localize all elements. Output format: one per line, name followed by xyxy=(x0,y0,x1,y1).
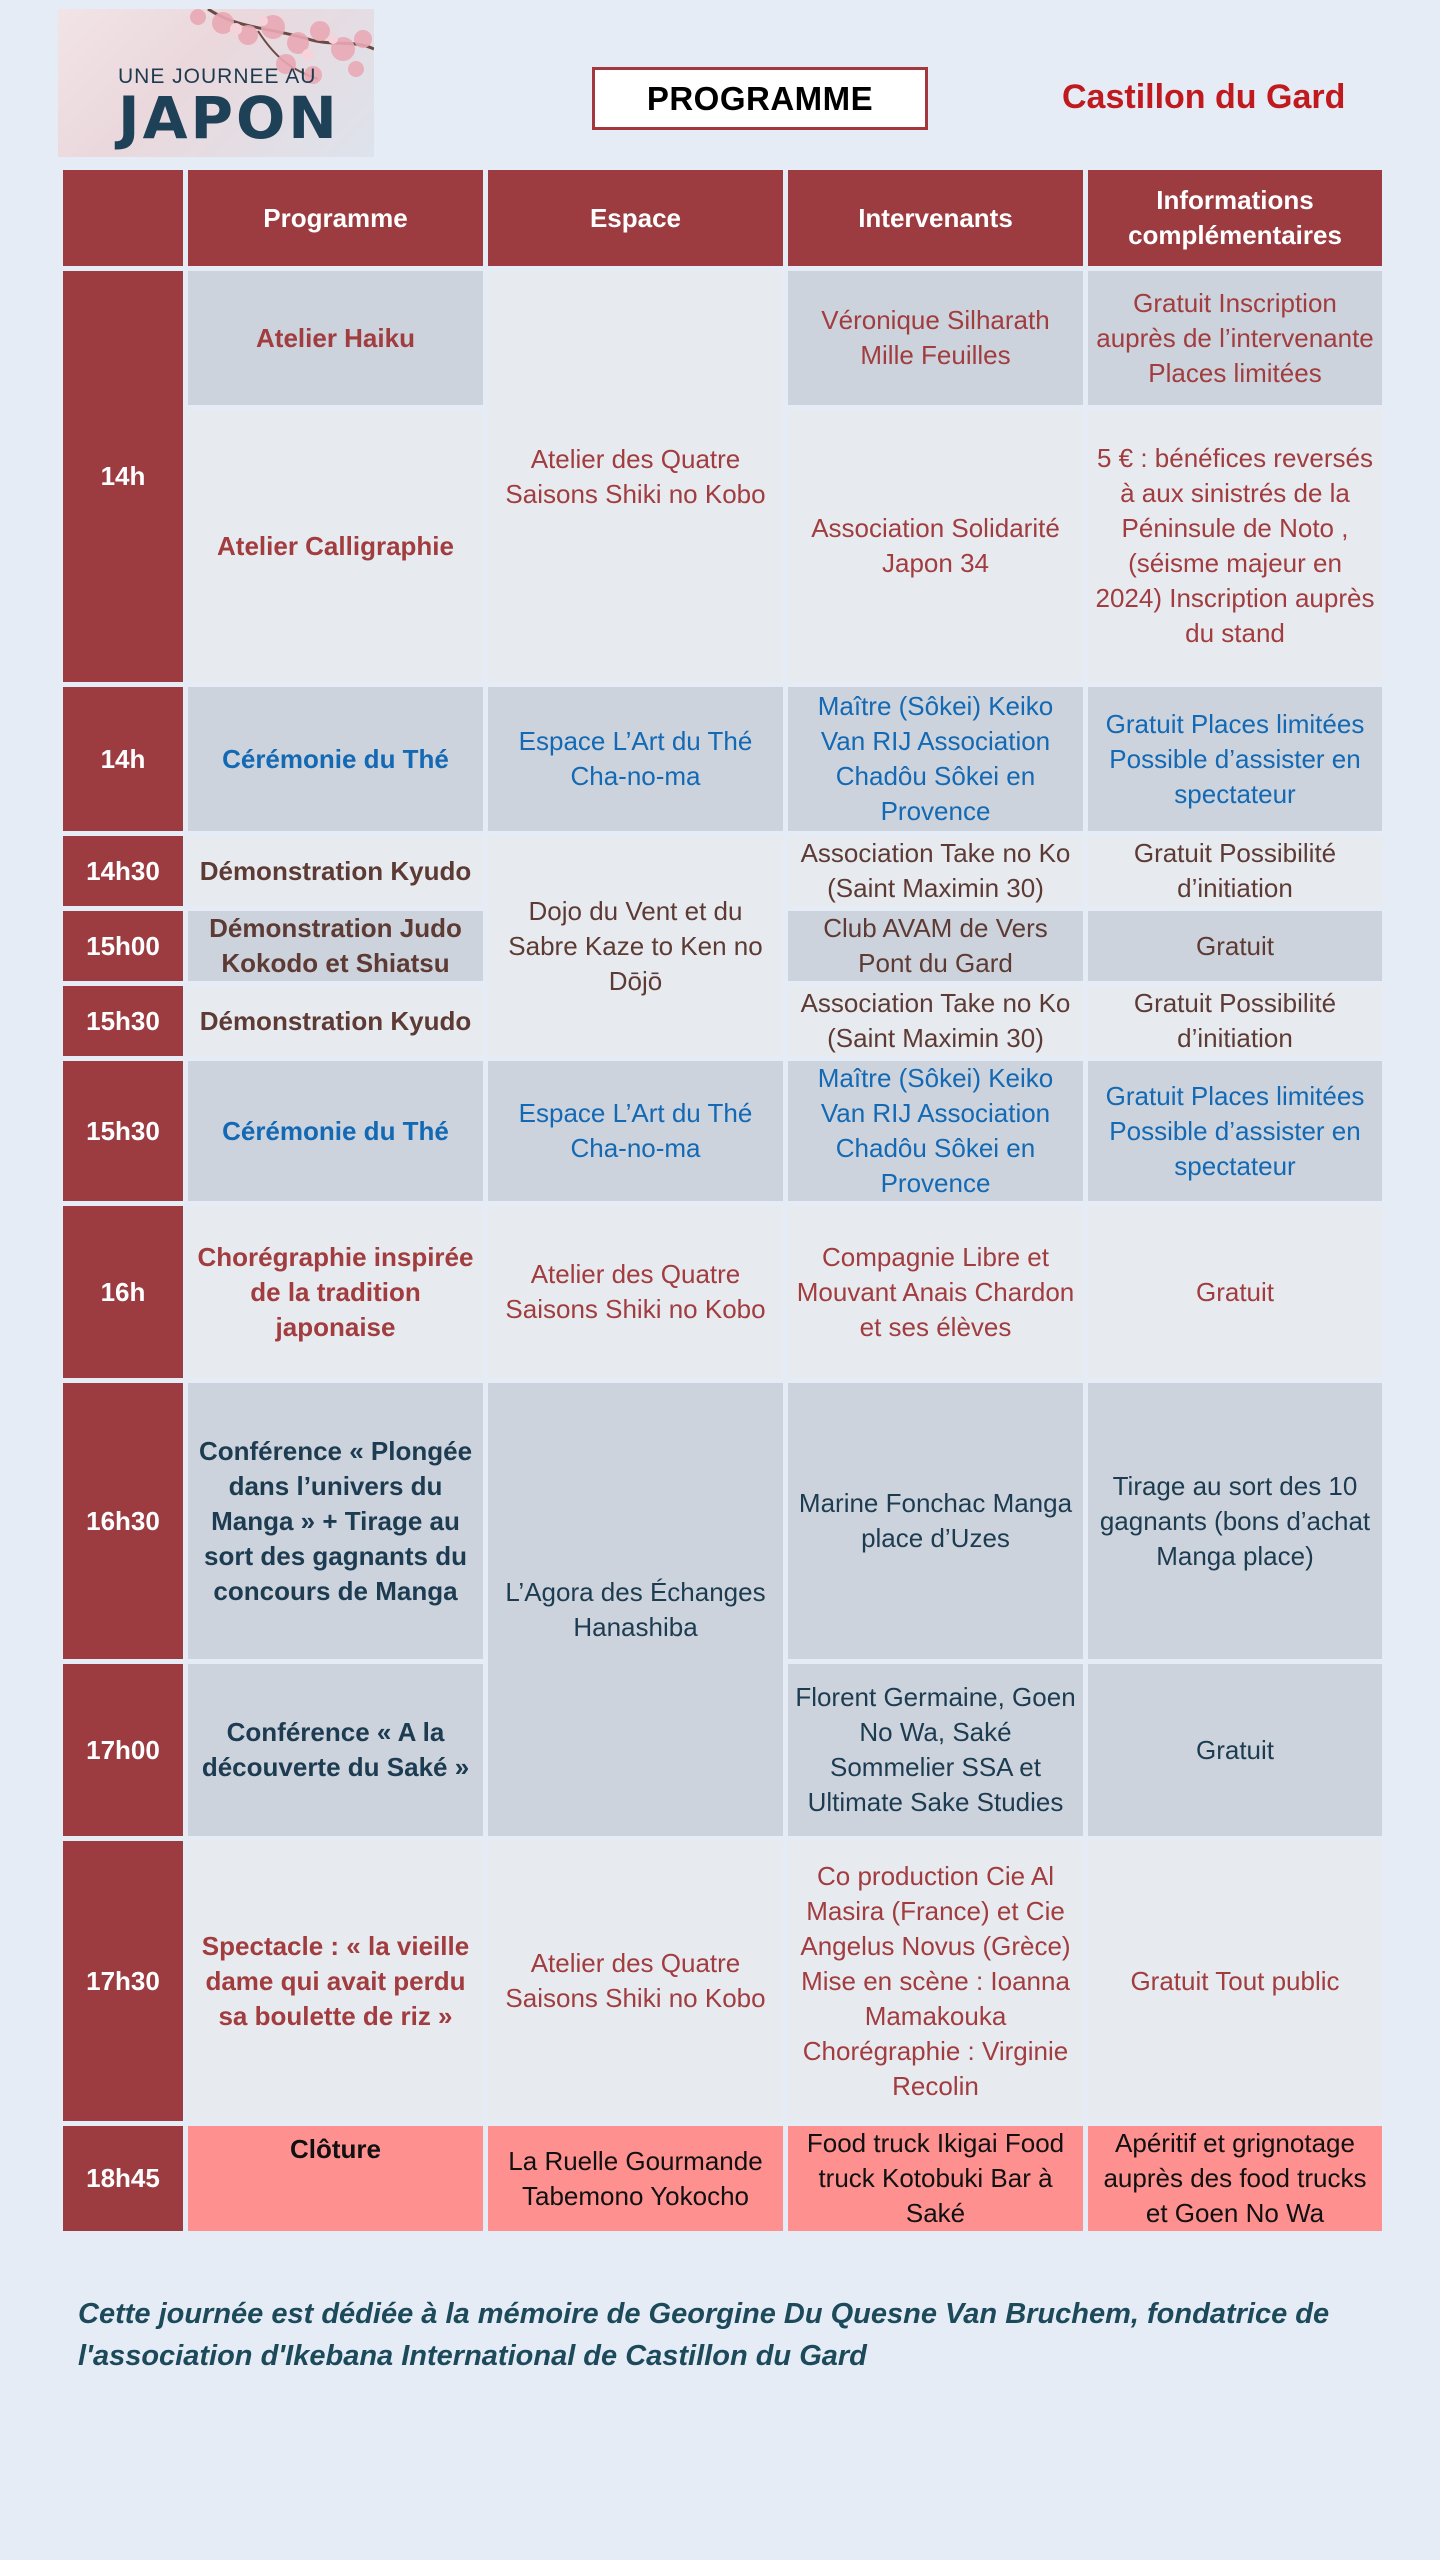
espace-cell: La Ruelle Gourmande Tabemono Yokocho xyxy=(488,2126,783,2231)
intervenants-cell: Food truck Ikigai Food truck Kotobuki Bar à Saké xyxy=(788,2126,1083,2231)
programme-table xyxy=(58,165,1387,2236)
table-header-row xyxy=(63,170,1382,266)
programme-title: PROGRAMME xyxy=(592,67,928,130)
header-espace: Espace xyxy=(488,170,783,266)
intervenants-cell: Florent Germaine, Goen No Wa, Saké Sommelier SSA et Ultimate Sake Studies xyxy=(788,1664,1083,1836)
info-cell: Apéritif et grignotage auprès des food trucks et Goen No Wa xyxy=(1088,2126,1382,2231)
espace-cell: Atelier des Quatre Saisons Shiki no Kobo xyxy=(488,1206,783,1378)
intervenants-cell: Association Solidarité Japon 34 xyxy=(788,410,1083,682)
location-title: Castillon du Gard xyxy=(1062,78,1346,116)
info-cell: 5 € : bénéfices reversés à aux sinistrés de la Péninsule de Noto , (séisme majeur en 2024) Inscription auprès du stand xyxy=(1088,410,1382,682)
time-cell: 17h00 xyxy=(63,1664,183,1836)
info-cell: Gratuit Inscription auprès de l’intervenante Places limitées xyxy=(1088,271,1382,405)
espace-cell: Atelier des Quatre Saisons Shiki no Kobo xyxy=(488,271,783,682)
time-cell: 16h xyxy=(63,1206,183,1378)
programme-cell: Conférence « A la découverte du Saké » xyxy=(188,1664,483,1836)
table-row xyxy=(63,836,1382,906)
programme-cell: Atelier Calligraphie xyxy=(188,410,483,682)
header-programme: Programme xyxy=(188,170,483,266)
info-cell: Gratuit Possibilité d’initiation xyxy=(1088,836,1382,906)
intervenants-cell: Club AVAM de Vers Pont du Gard xyxy=(788,911,1083,981)
time-cell: 15h30 xyxy=(63,986,183,1056)
logo-subtitle: UNE JOURNEE AU xyxy=(118,65,317,88)
intervenants-cell: Véronique Silharath Mille Feuilles xyxy=(788,271,1083,405)
info-cell: Gratuit xyxy=(1088,1664,1382,1836)
programme-cell: Atelier Haiku xyxy=(188,271,483,405)
espace-cell: L’Agora des Échanges Hanashiba xyxy=(488,1383,783,1836)
time-cell: 18h45 xyxy=(63,2126,183,2231)
table-row xyxy=(63,1061,1382,1201)
header-intervenants: Intervenants xyxy=(788,170,1083,266)
intervenants-cell: Maître (Sôkei) Keiko Van RIJ Association Chadôu Sôkei en Provence xyxy=(788,687,1083,831)
table-row xyxy=(63,1841,1382,2121)
event-logo xyxy=(58,9,374,157)
time-cell: 15h30 xyxy=(63,1061,183,1201)
programme-cell: Démonstration Kyudo xyxy=(188,836,483,906)
header-informations: Informations complémentaires xyxy=(1088,170,1382,266)
intervenants-cell: Compagnie Libre et Mouvant Anais Chardon et ses élèves xyxy=(788,1206,1083,1378)
info-cell: Gratuit Places limitées Possible d’assister en spectateur xyxy=(1088,687,1382,831)
programme-cell: Spectacle : « la vieille dame qui avait perdu sa boulette de riz » xyxy=(188,1841,483,2121)
espace-cell: Atelier des Quatre Saisons Shiki no Kobo xyxy=(488,1841,783,2121)
info-cell: Gratuit Tout public xyxy=(1088,1841,1382,2121)
time-cell: 15h00 xyxy=(63,911,183,981)
info-cell: Tirage au sort des 10 gagnants (bons d’achat Manga place) xyxy=(1088,1383,1382,1659)
programme-cell: Chorégraphie inspirée de la tradition japonaise xyxy=(188,1206,483,1378)
header-time xyxy=(63,170,183,266)
dedication-text: Cette journée est dédiée à la mémoire de Georgine Du Quesne Van Bruchem, fondatrice de l'association d'Ikebana International de Castillon du Gard xyxy=(78,2298,1330,2372)
table-row xyxy=(63,2126,1382,2231)
programme-cell: Cérémonie du Thé xyxy=(188,1061,483,1201)
intervenants-cell: Maître (Sôkei) Keiko Van RIJ Association Chadôu Sôkei en Provence xyxy=(788,1061,1083,1201)
intervenants-cell: Association Take no Ko (Saint Maximin 30) xyxy=(788,836,1083,906)
time-cell: 14h xyxy=(63,271,183,682)
programme-cell: Cérémonie du Thé xyxy=(188,687,483,831)
programme-cell: Conférence « Plongée dans l’univers du Manga » + Tirage au sort des gagnants du concours de Manga xyxy=(188,1383,483,1659)
info-cell: Gratuit Possibilité d’initiation xyxy=(1088,986,1382,1056)
espace-cell: Espace L’Art du Thé Cha-no-ma xyxy=(488,687,783,831)
time-cell: 17h30 xyxy=(63,1841,183,2121)
info-cell: Gratuit xyxy=(1088,1206,1382,1378)
programme-cell: Démonstration Kyudo xyxy=(188,986,483,1056)
intervenants-cell: Marine Fonchac Manga place d’Uzes xyxy=(788,1383,1083,1659)
table-row xyxy=(63,687,1382,831)
table-row xyxy=(63,1383,1382,1659)
info-cell: Gratuit Places limitées Possible d’assister en spectateur xyxy=(1088,1061,1382,1201)
time-cell: 16h30 xyxy=(63,1383,183,1659)
time-cell: 14h xyxy=(63,687,183,831)
time-cell: 14h30 xyxy=(63,836,183,906)
info-cell: Gratuit xyxy=(1088,911,1382,981)
programme-cell: Démonstration Judo Kokodo et Shiatsu xyxy=(188,911,483,981)
table-row xyxy=(63,1206,1382,1378)
table-row xyxy=(63,271,1382,405)
programme-cell: Clôture xyxy=(188,2126,483,2231)
logo-title: JAPON xyxy=(118,84,340,152)
espace-cell: Espace L’Art du Thé Cha-no-ma xyxy=(488,1061,783,1201)
intervenants-cell: Association Take no Ko (Saint Maximin 30) xyxy=(788,986,1083,1056)
intervenants-cell: Co production Cie Al Masira (France) et Cie Angelus Novus (Grèce) Mise en scène : Ioanna Mamakouka Chorégraphie : Virginie Recolin xyxy=(788,1841,1083,2121)
espace-cell: Dojo du Vent et du Sabre Kaze to Ken no Dōjō xyxy=(488,836,783,1056)
